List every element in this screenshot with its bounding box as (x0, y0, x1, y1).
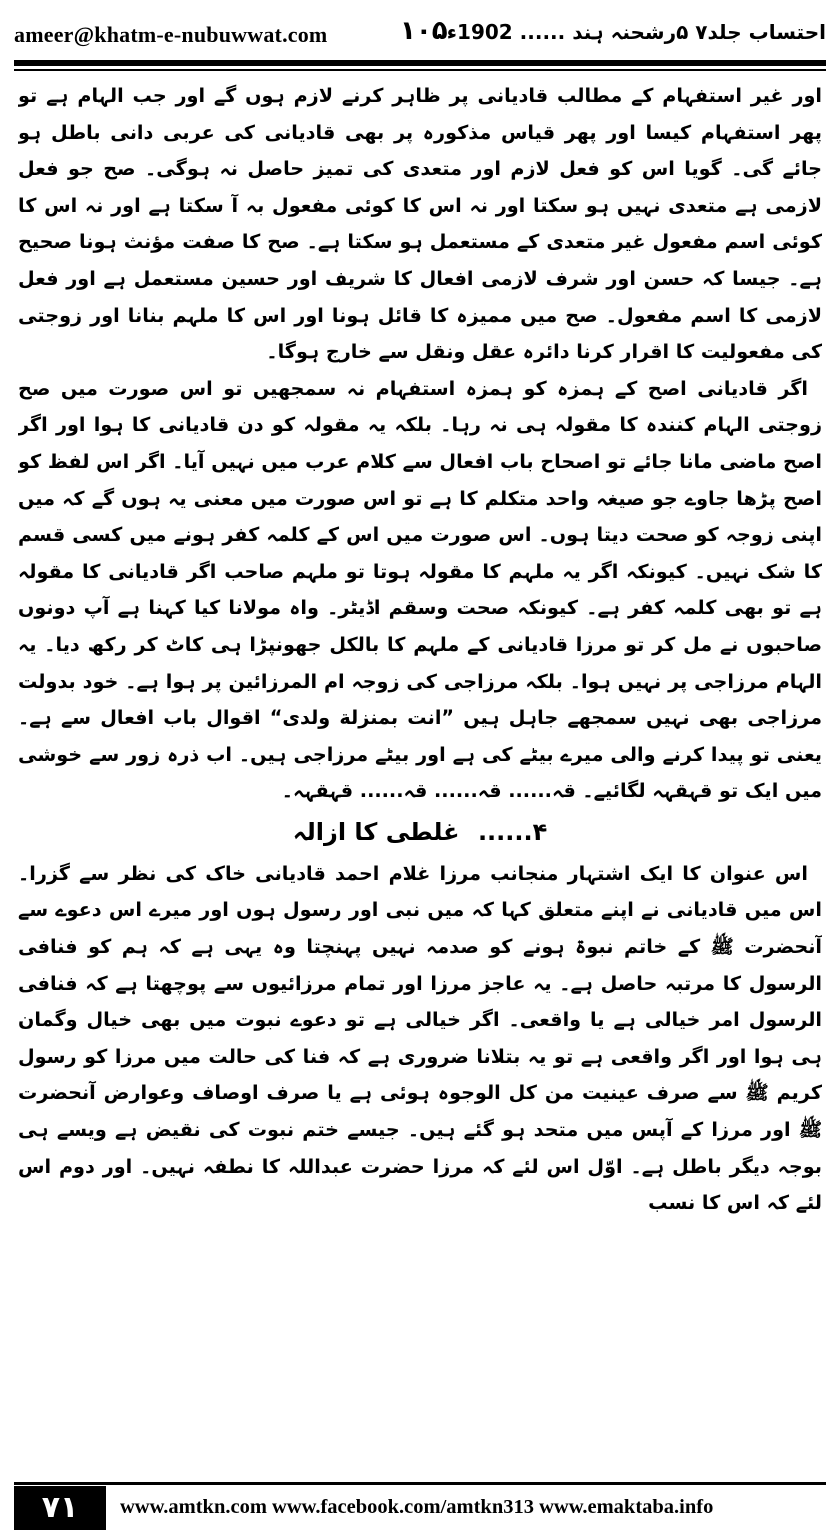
footer-page-number: ۷۱ (14, 1486, 106, 1530)
header-page-number: ۱۰۵ (400, 16, 448, 46)
header-book-title: احتساب جلد۷ ۵رشحنہ ہند ...... 1902ء (446, 20, 826, 44)
paragraph-1: اور غیر استفہام کے مطالب قادیانی پر ظاہر کرنے لازم ہوں گے اور جب الہام ہے تو پھر استفہام کیسا اور پھر قیاس مذکورہ پر بھی قادیانی کی عربی دانی باطل ہو جائے گی۔ گویا اس کو فعل لازم اور متعدی کی تمیز حاصل نہ ہوگی۔ صح جو فعل لازمی ہے متعدی نہیں ہو سکتا اور نہ اس کا کوئی مفعول بہ آ سکتا ہے اور نہ اس کا کوئی اسم مفعول غیر متعدی کے مستعمل ہو سکتا ہے۔ صح کا صفت مؤنث ہونا صحیح ہے۔ جیسا کہ حسن اور شرف لازمی افعال کا شریف اور حسین مستعمل ہے اور فعل لازمی کا اسم مفعول۔ صح میں ممیزہ کا قائل ہونا اور اس کا ملہم بنانا اور زوجتی کی مفعولیت کا اقرار کرنا دائرہ عقل ونقل سے خارج ہوگا۔ (18, 84, 822, 364)
paragraph-3: اس عنوان کا ایک اشتہار منجانب مرزا غلام احمد قادیانی خاک کی نظر سے گزرا۔ اس میں قادیانی نے اپنے متعلق کہا کہ میں نبی اور رسول ہوں اور میرے اس دعوے سے آنحضرت ﷺ کے خاتم نبوۃ ہونے کو صدمہ نہیں پہنچتا وہ یہی ہے کہ ہم کو فنافی الرسول کا مرتبہ حاصل ہے۔ یہ عاجز مرزا اور تمام مرزائیوں سے پوچھتا ہے کہ فنافی الرسول امر خیالی ہے یا واقعی۔ اگر خیالی ہے تو دعوے نبوت میں بھی خیال وگمان ہی ہوا اور اگر واقعی ہے تو یہ بتلانا ضروری ہے کہ فنا کی حالت میں مرزا کو رسول کریم ﷺ سے صرف عینیت من کل الوجوہ ہوئی ہے یا صرف اوصاف وعوارض آنحضرت ﷺ اور مرزا کے آپس میں متحد ہو گئے ہیں۔ جیسے ختم نبوت کی نقیض ہے ویسے ہی بوجہ دیگر باطل ہے۔ اوّل اس لئے کہ مرزا حضرت عبداللہ کا نطفہ نہیں۔ اور دوم اس لئے کہ اس کا نسب (18, 861, 822, 1215)
footer-rule (14, 1482, 826, 1485)
page-header (14, 14, 826, 58)
section-heading (18, 812, 822, 852)
footer-links: www.amtkn.com www.facebook.com/amtkn313 www.emaktaba.info (120, 1496, 714, 1518)
page-body (18, 78, 822, 1466)
page-footer (0, 1480, 840, 1540)
header-rule-thick (14, 60, 826, 66)
paragraph-2: اگر قادیانی اصح کے ہمزہ کو ہمزہ استفہام نہ سمجھیں تو اس صورت میں صح زوجتی الہام کنندہ کا مقولہ ہی نہ رہا۔ بلکہ یہ مقولہ کو دن قادیانی کا ہوا اور اگر اصح ماضی مانا جائے تو اصحاح باب افعال سے کلام عرب میں نہیں آیا۔ اگر اس لفظ کو اصح پڑھا جاوے جو صیغہ واحد متکلم کا ہے تو اس صورت میں معنی یہ ہوں گے کہ میں اپنی زوجہ کو صحت دیتا ہوں۔ اس صورت میں اس کے کلمہ کفر ہونے میں کسی قسم کا شک نہیں۔ کیونکہ اگر یہ ملہم کا مقولہ ہوتا تو ملہم صاحب اگر قادیانی کا مقولہ ہے تو بھی کلمہ کفر ہے۔ کیونکہ صحت وسقم اڈیٹر۔ واہ مولانا کیا کہنا ہے آپ دونوں صاحبوں نے مل کر تو مرزا قادیانی کے ملہم کا بالکل جھونپڑا ہی کاٹ کر رکھ دیا۔ یہ الہام مرزاجی پر نہیں ہوا۔ بلکہ مرزاجی کی زوجہ ام المرزائین پر ہوا ہے۔ خود بدولت مرزاجی بھی نہیں سمجھے جاہل ہیں ”انت بمنزلة ولدی“ اقوال باب افعال سے ہے۔ یعنی تو پیدا کرنے والی میرے بیٹے کی ہے اور بیٹے مرزاجی ہیں۔ اب ذرہ زور سے خوشی میں ایک تو قہقہہ لگائیے۔ قہ...... قہ...... قہ...... قہقہہ۔ (18, 376, 822, 803)
section-number: ۴...... (477, 817, 548, 846)
section-title: غلطی کا ازالہ (292, 817, 460, 846)
header-rule-thin (14, 69, 826, 71)
header-email: ameer@khatm-e-nubuwwat.com (14, 22, 328, 47)
